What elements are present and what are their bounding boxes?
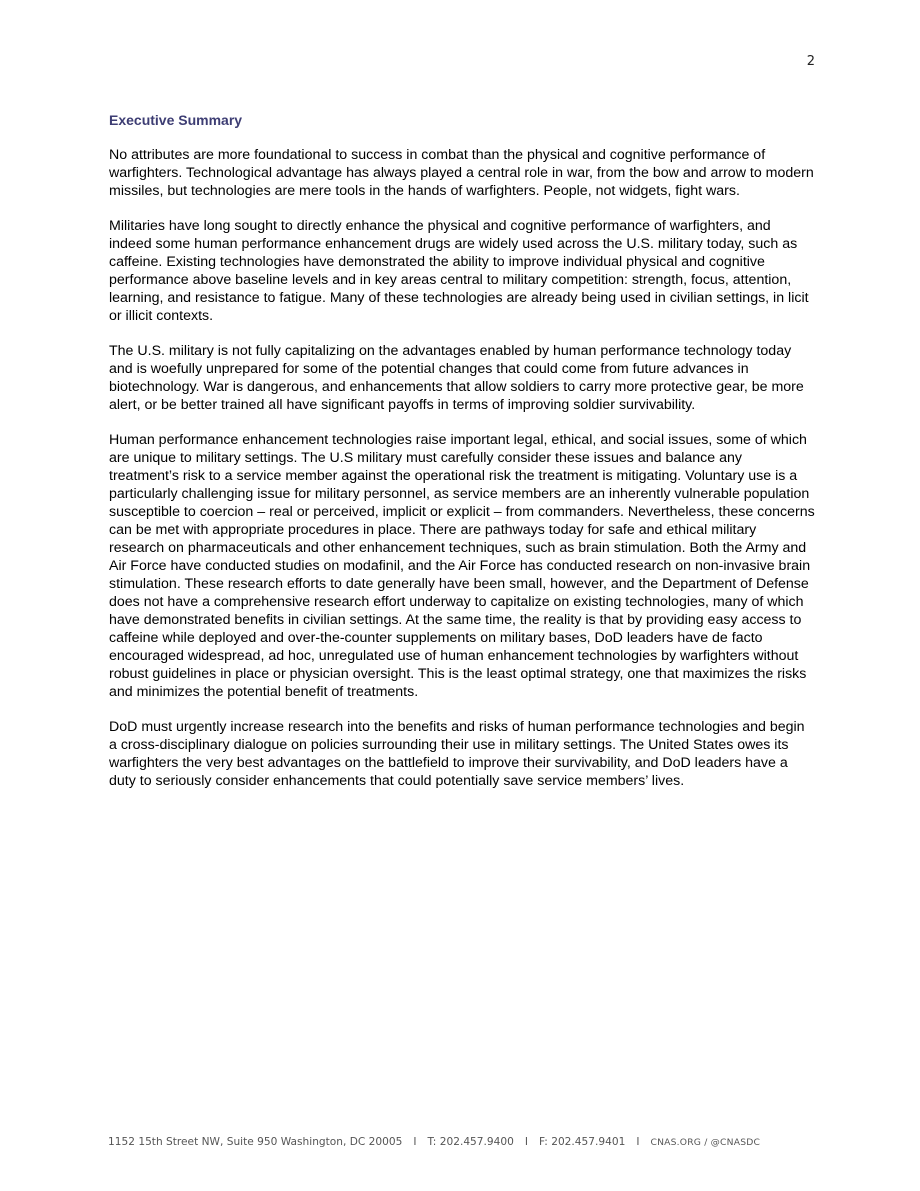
paragraph-5: DoD must urgently increase research into the benefits and risks of human performance technologies and begin a cross-disciplinary dialogue on policies surrounding their use in military settings. The United States owes its warfighters the very best advantages on the battlefield to improve their survivability, and DoD leaders have a duty to seriously consider enhancements that could potentially save service members’ lives. <box>109 719 805 789</box>
document-body <box>109 111 815 807</box>
footer-address: 1152 15th Street NW, Suite 950 Washington, DC 20005 <box>108 1136 403 1148</box>
paragraph-1: No attributes are more foundational to success in combat than the physical and cognitive performance of warfighters. Technological advantage has always played a central role in war, from the bow and arrow to modern missiles, but technologies are mere tools in the hands of warfighters. People, not widgets, fight wars. <box>109 147 814 199</box>
footer-fax: F: 202.457.9401 <box>539 1136 626 1148</box>
page-number: 2 <box>806 54 815 69</box>
page-footer <box>108 1136 828 1148</box>
paragraph-2: Militaries have long sought to directly enhance the physical and cognitive performance of warfighters, and indeed some human performance enhancement drugs are widely used across the U.S. military today, such as caffeine. Existing technologies have demonstrated the ability to improve individual physical and cognitive performance above baseline levels and in key areas central to military competition: strength, focus, attention, learning, and resistance to fatigue. Many of these technologies are already being used in civilian settings, in licit or illicit contexts. <box>109 218 809 324</box>
paragraph-4: Human performance enhancement technologies raise important legal, ethical, and social issues, some of which are unique to military settings. The U.S military must carefully consider these issues and balance any treatment’s risk to a service member against the operational risk the treatment is mitigating. Voluntary use is a particularly challenging issue for military personnel, as service members are an inherently vulnerable population susceptible to coercion – real or perceived, implicit or explicit – from commanders. Nevertheless, these concerns can be met with appropriate procedures in place. There are pathways today for safe and ethical military research on pharmaceuticals and other enhancement techniques, such as brain stimulation. Both the Army and Air Force have conducted studies on modafinil, and the Air Force has conducted research on non-invasive brain stimulation. These research efforts to date generally have been small, however, and the Department of Defense does not have a comprehensive research effort underway to capitalize on existing technologies, many of which have demonstrated benefits in civilian settings. At the same time, the reality is that by providing easy access to caffeine while deployed and over-the-counter supplements on military bases, DoD leaders have de facto encouraged widespread, ad hoc, unregulated use of human enhancement technologies by warfighters without robust guidelines in place or physician oversight. This is the least optimal strategy, one that maximizes the risks and minimizes the potential benefit of treatments. <box>109 432 815 700</box>
footer-phone: T: 202.457.9400 <box>427 1136 514 1148</box>
paragraph-3: The U.S. military is not fully capitalizing on the advantages enabled by human performance technology today and is woefully unprepared for some of the potential changes that could come from future advances in biotechnology. War is dangerous, and enhancements that allow soldiers to carry more protective gear, be more alert, or be better trained all have significant payoffs in terms of improving soldier survivability. <box>109 343 804 413</box>
footer-separator: I <box>636 1136 640 1148</box>
section-heading: Executive Summary <box>109 112 243 128</box>
footer-separator: I <box>524 1136 528 1148</box>
footer-website-link[interactable]: CNAS.ORG / @CNASDC <box>650 1137 761 1148</box>
footer-separator: I <box>413 1136 417 1148</box>
